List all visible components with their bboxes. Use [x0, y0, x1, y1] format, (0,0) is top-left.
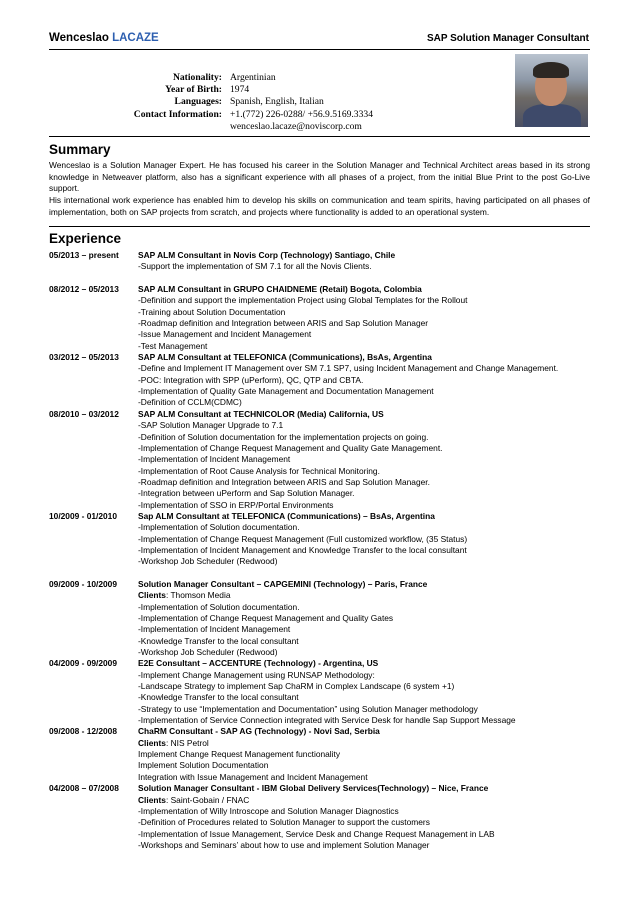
job-detail: -Strategy to use “Implementation and Documentation” using Solution Manager methodology	[138, 703, 478, 714]
job-date: 08/2010 – 03/2012	[49, 408, 119, 419]
job-detail: -Implementation of Change Request Management and Quality Gates	[138, 613, 394, 623]
job-title: SAP ALM Consultant in Novis Corp (Technology) Santiago, Chile	[138, 250, 396, 260]
job-title: Solution Manager Consultant - IBM Global Delivery Services(Technology) – Nice, France	[138, 783, 489, 794]
job-title: SAP ALM Consultant at TELEFONICA (Communications), BsAs, Argentina	[138, 352, 432, 363]
job-detail: -Implementation of Root Cause Analysis for Technical Monitoring.	[138, 465, 380, 476]
info-label: Languages:	[174, 96, 222, 108]
job-clients	[138, 738, 594, 749]
job-detail: Implement Solution Documentation	[138, 760, 269, 771]
job-date: 09/2008 - 12/2008	[49, 726, 117, 737]
experience-heading: Experience	[49, 231, 122, 246]
job-entry	[49, 726, 594, 783]
job-date: 05/2013 – present	[49, 250, 119, 260]
experience-list	[49, 250, 594, 851]
job-date: 08/2012 – 05/2013	[49, 284, 119, 295]
photo-shoulders	[523, 104, 581, 127]
job-date: 04/2009 - 09/2009	[49, 658, 117, 669]
clients-value: : Saint-Gobain / FNAC	[165, 794, 250, 805]
job-clients	[138, 590, 594, 601]
job-detail: -Implementation of Solution documentation.	[138, 522, 300, 533]
job-detail: -Integration between uPerform and Sap Solution Manager.	[138, 488, 355, 499]
summary-text	[49, 160, 590, 219]
job-detail: -Support the implementation of SM 7.1 for all the Novis Clients.	[138, 261, 372, 272]
job-entry	[49, 783, 594, 851]
job-detail: -Training about Solution Documentation	[138, 306, 286, 317]
info-label: Nationality:	[172, 72, 222, 83]
job-title: E2E Consultant – ACCENTURE (Technology) - Argentina, US	[138, 658, 379, 669]
job-detail: -Implementation of Service Connection integrated with Service Desk for handle Sap Support Message	[138, 715, 516, 726]
profile-photo	[515, 54, 588, 127]
job-detail: Integration with Issue Management and Incident Management	[138, 771, 368, 782]
job-detail: -SAP Solution Manager Upgrade to 7.1	[138, 420, 284, 431]
job-entry	[49, 579, 594, 658]
job-entry	[49, 409, 594, 511]
job-title: Sap ALM Consultant at TELEFONICA (Communications) – BsAs, Argentina	[138, 510, 435, 521]
header-divider	[49, 49, 590, 50]
clients-value: : Thomson Media	[165, 590, 231, 601]
job-detail: -Implementation of Solution documentation.	[138, 601, 300, 612]
job-role: SAP Solution Manager Consultant	[426, 33, 589, 44]
clients-label: Clients	[138, 590, 166, 601]
job-detail: -Implementation of Incident Management	[138, 454, 291, 465]
photo-hair	[533, 62, 569, 78]
job-detail: -Knowledge Transfer to the local consultant	[138, 635, 299, 646]
candidate-name	[49, 32, 159, 44]
job-detail: -Implementation of Issue Management, Service Desk and Change Request Management in LAB	[138, 828, 495, 839]
job-entry	[49, 511, 594, 568]
job-detail: -Implementation of SSO in ERP/Portal Environments	[138, 499, 334, 510]
info-value: Spanish, English, Italian	[230, 96, 324, 108]
job-detail: -Roadmap definition and Integration between ARIS and Sap Solution Manager.	[138, 476, 430, 487]
job-detail: -Workshop Job Scheduler (Redwood)	[138, 556, 278, 567]
clients-value: : NIS Petrol	[165, 737, 209, 748]
job-detail: -Implementation of Incident Management and Knowledge Transfer to the local consultant	[138, 544, 467, 555]
job-detail: -Roadmap definition and Integration between ARIS and Sap Solution Manager	[138, 318, 429, 329]
clients-label: Clients	[138, 737, 166, 748]
job-date: 04/2008 – 07/2008	[49, 783, 119, 794]
job-title: Solution Manager Consultant – CAPGEMINI (Technology) – Paris, France	[138, 578, 428, 589]
job-date: 10/2009 - 01/2010	[49, 510, 117, 521]
job-clients	[138, 795, 594, 806]
job-detail: -Definition of Solution documentation for the implementation projects on going.	[138, 431, 429, 442]
info-label: Contact Information:	[133, 108, 222, 120]
job-date: 03/2012 – 05/2013	[49, 352, 119, 363]
info-value: +1.(772) 226-0288/ +56.9.5169.3334	[230, 108, 373, 120]
job-detail: -Implementation of Quality Gate Management and Documentation Management	[138, 386, 434, 397]
job-detail: -Knowledge Transfer to the local consultant	[138, 692, 299, 703]
job-title: ChaRM Consultant - SAP AG (Technology) - Novi Sad, Serbia	[138, 726, 380, 737]
job-detail: -Definition of Procedures related to Solution Manager to support the customers	[138, 817, 430, 828]
job-detail: -Definition and support the implementation Project using Global Templates for the Rollout	[138, 295, 468, 306]
job-detail: -Workshop Job Scheduler (Redwood)	[138, 647, 278, 658]
job-detail: -Implementation of Change Request Management (Full customized workflow, (35 Status)	[138, 533, 468, 544]
clients-label: Clients	[138, 794, 166, 805]
job-entry	[49, 250, 594, 273]
personal-info-labels	[0, 72, 222, 133]
summary-paragraph: His international work experience has enabled him to develop his skills on communication and team spirits, having participated on all phases of implementation, both on SAP projects from scratch, and projects where functionality is added to an operational system.	[49, 195, 590, 217]
personal-info-values	[230, 72, 373, 133]
info-value: 1974	[230, 84, 250, 96]
info-label: Year of Birth:	[165, 84, 222, 96]
job-entry	[49, 352, 594, 409]
page-header	[49, 32, 589, 48]
summary-top-divider	[49, 136, 590, 137]
experience-top-divider	[49, 226, 590, 227]
job-detail: -Implementation of Incident Management	[138, 624, 291, 635]
info-label	[0, 121, 222, 133]
job-detail: -POC: Integration with SPP (uPerform), QC, QTP and CBTA.	[138, 374, 364, 385]
job-title: SAP ALM Consultant in GRUPO CHAIDNEME (Retail) Bogota, Colombia	[138, 284, 422, 295]
job-entry	[49, 284, 594, 352]
job-detail: -Define and Implement IT Management over SM 7.1 SP7, using Incident Management and Change Management.	[138, 363, 559, 374]
first-name: Wenceslao	[49, 32, 109, 44]
summary-paragraph: Wenceslao is a Solution Manager Expert. He has focused his career in the Solution Manager and Technical Architect areas based in its strong knowledge in Netweaver platform, also has a significant experience with all phases of a project, from the initial Blue Print to the post Go-Live support.	[49, 160, 590, 194]
job-entry	[49, 658, 594, 726]
summary-heading: Summary	[49, 142, 111, 157]
info-value: wenceslao.lacaze@noviscorp.com	[230, 120, 362, 132]
info-value: Argentinian	[230, 72, 276, 83]
job-detail: -Workshops and Seminars’ about how to use and implement Solution Manager	[138, 839, 430, 850]
job-detail: -Issue Management and Incident Management	[138, 329, 312, 340]
job-detail: Implement Change Request Management functionality	[138, 749, 341, 760]
job-title: SAP ALM Consultant at TECHNICOLOR (Media) California, US	[138, 408, 384, 419]
job-detail: -Test Management	[138, 340, 208, 351]
job-detail: -Implementation of Change Request Management and Quality Gate Management.	[138, 442, 443, 453]
job-detail: -Implement Change Management using RUNSAP Methodology:	[138, 669, 375, 680]
job-detail: -Implementation of Willy Introscope and Solution Manager Diagnostics	[138, 805, 399, 816]
job-detail: -Landscape Strategy to implement Sap ChaRM in Complex Landscape (6 system +1)	[138, 681, 455, 692]
last-name: LACAZE	[112, 32, 159, 44]
job-detail: -Definition of CCLM(CDMC)	[138, 397, 242, 408]
job-date: 09/2009 - 10/2009	[49, 578, 117, 589]
